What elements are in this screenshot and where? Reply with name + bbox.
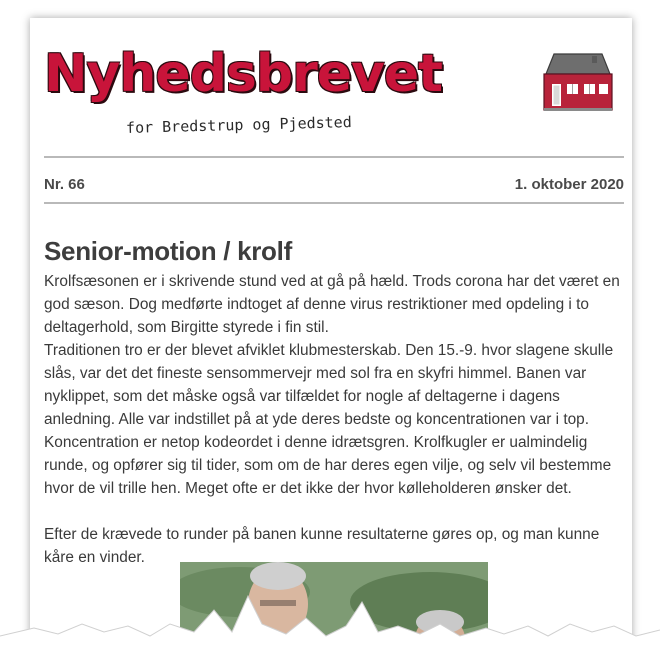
- issue-number: Nr. 66: [44, 176, 85, 193]
- newsletter-logo-subtitle: for Bredstrup og Pjedsted: [125, 113, 352, 137]
- torn-paper-edge: [0, 540, 660, 664]
- article-body: [44, 270, 628, 569]
- issue-info-row: [44, 176, 624, 196]
- bottom-divider: [44, 202, 624, 204]
- top-divider: [44, 156, 624, 158]
- article-headline: Senior-motion / krolf: [44, 236, 292, 266]
- red-house-icon: [540, 52, 616, 112]
- article-paragraph: Traditionen tro er der blevet afviklet klubmesterskab. Den 15.-9. hvor slagene skulle slås, var det det fineste sensommervejr med sol fra en skyfri himmel. Banen var nyklippet, som det måske også var tilfældet for nogle af deltagerne i dagens anledning. Alle var indstillet på at yde deres bedste og koncentrationen var i top. Koncentration er netop kodeordet i denne idrætsgren. Krolfkugler er ualmindelig runde, og opfører sig til tider, som om de har deres egen vilje, og selv vil bestemme hvor de vil trille hen. Meget ofte er det ikke der hvor kølleholderen ønsker det.: [44, 342, 614, 497]
- issue-date: 1. oktober 2020: [514, 176, 624, 193]
- masthead: [30, 18, 632, 158]
- article-paragraph: Efter de krævede to runder på banen kunne resultaterne gøres op, og man kunne kåre en vinder.: [44, 526, 600, 566]
- newsletter-logo-title: Nyhedsbrevet: [44, 44, 443, 104]
- article-paragraph: Krolfsæsonen er i skrivende stund ved at gå på hæld. Trods corona har det været en god sæson. Dog medførte indtoget af denne virus restriktioner med opdeling i to deltagerhold, som Birgitte styrede i fin stil.: [44, 273, 620, 336]
